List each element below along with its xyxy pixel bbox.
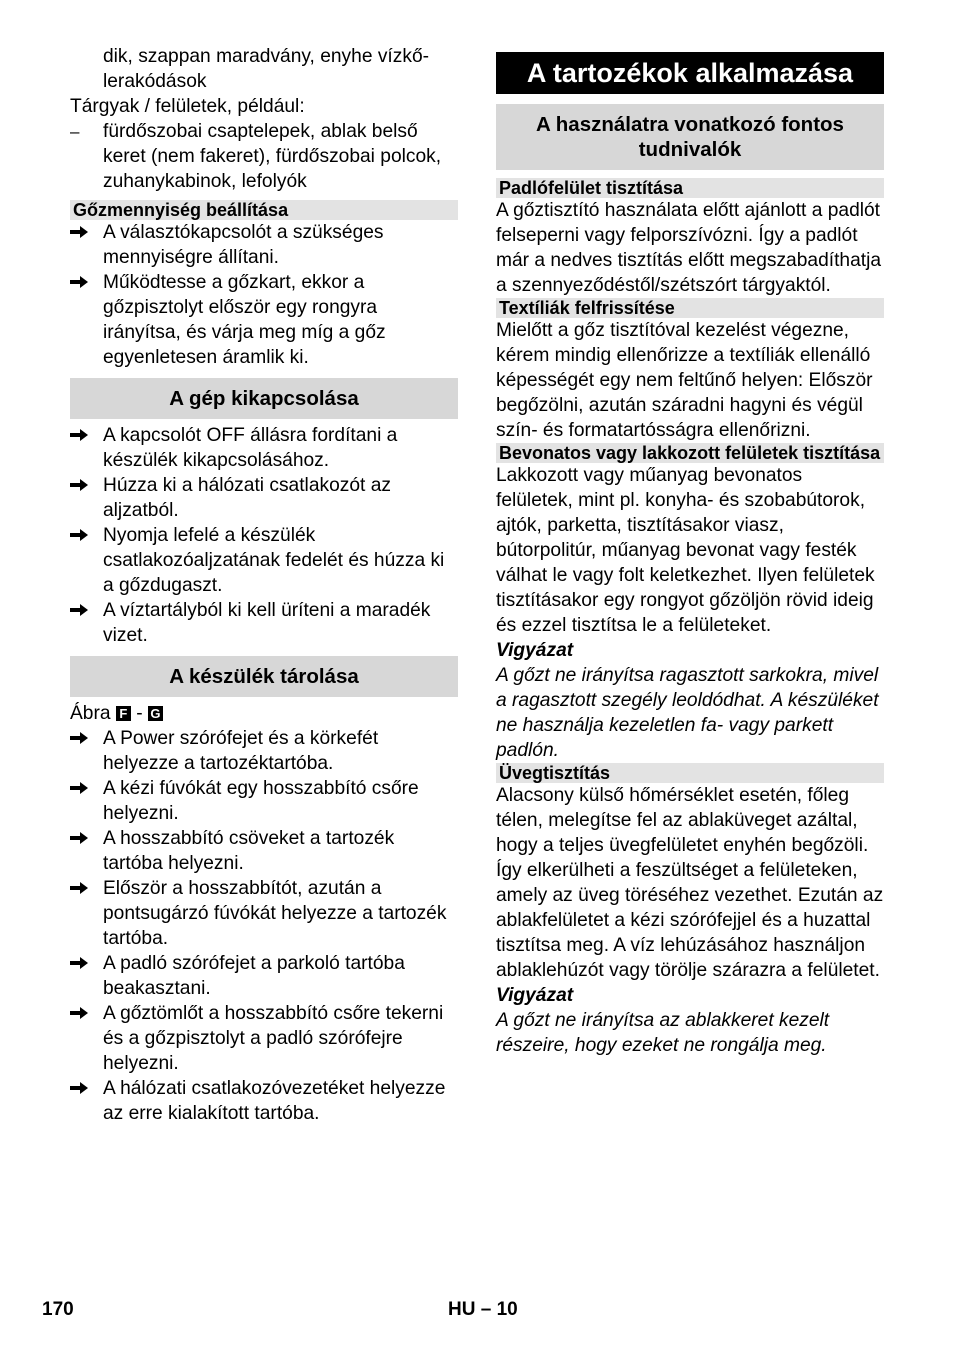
arrow-right-icon xyxy=(70,220,100,239)
arrow-right-icon xyxy=(70,270,100,289)
steam-steps-list xyxy=(70,220,458,370)
figure-label-g: G xyxy=(148,706,163,721)
switch-off-heading: A gép kikapcsolása xyxy=(70,378,458,419)
switch-off-steps-list xyxy=(70,423,458,648)
arrow-right-icon xyxy=(70,726,100,745)
list-item: Nyomja lefelé a készülék csatlakozóaljzatának fedelét és húzza ki a gőzdugaszt. xyxy=(70,523,458,598)
list-item: A hálózati csatlakozóvezetéket helyezze az erre kialakított tartóba. xyxy=(70,1076,458,1126)
page-number: 170 xyxy=(42,1299,74,1320)
list-item: Először a hosszabbítót, azután a pontsugárzó fúvókát helyezze a tartozék tartóba. xyxy=(70,876,458,951)
textile-refresh-heading: Textíliák felfrissítése xyxy=(496,298,884,318)
list-item: A víztartályból ki kell üríteni a maradék vizet. xyxy=(70,598,458,648)
arrow-right-icon xyxy=(70,1001,100,1020)
page-label: HU – 10 xyxy=(448,1299,518,1320)
arrow-right-icon xyxy=(70,423,100,442)
glass-cleaning-heading: Üvegtisztítás xyxy=(496,763,884,783)
glass-cleaning-text: Alacsony külső hőmérséklet esetén, főleg télen, melegítse fel az ablaküveget azáltal, hogy a teljes üvegfelületet enyhén begőzöli. Így elkerülheti a feszültséget a felületeken, amely az üveg töréséhez vezethet. Ezután az ablakfelületet a kézi szórófejjel és a huzattal tisztítsa meg. A víz lehúzásához használjon ablaklehúzót vagy törölje szárazra a felületet. xyxy=(496,785,884,981)
figure-label-f: F xyxy=(116,706,131,721)
storage-heading: A készülék tárolása xyxy=(70,656,458,697)
steam-amount-heading: Gőzmennyiség beállítása xyxy=(70,200,458,220)
storage-steps-list xyxy=(70,726,458,1126)
list-item: A Power szórófejet és a körkefét helyezze a tartozéktartóba. xyxy=(70,726,458,776)
objects-list-item: – fürdőszobai csaptelepek, ablak belső keret (nem fakeret), fürdőszobai polcok, zuhanykabinok, lefolyók xyxy=(70,121,442,192)
list-item: A hosszabbító csöveket a tartozék tartóba helyezni. xyxy=(70,826,458,876)
coated-surfaces-heading: Bevonatos vagy lakkozott felületek tisztítása xyxy=(496,443,884,463)
floor-cleaning-heading: Padlófelület tisztítása xyxy=(496,178,884,198)
accessories-main-heading: A tartozékok alkalmazása xyxy=(496,52,884,94)
arrow-right-icon xyxy=(70,598,100,617)
arrow-right-icon xyxy=(70,876,100,895)
warning-text: A gőzt ne irányítsa ragasztott sarkokra, mivel a ragasztott szegély leoldódhat. A készüléket ne használja kezeletlen fa- vagy parkett padlón. xyxy=(496,665,879,761)
arrow-right-icon xyxy=(70,473,100,492)
list-item: A kézi fúvókát egy hosszabbító csőre helyezni. xyxy=(70,776,458,826)
warning-text: A gőzt ne irányítsa az ablakkeret kezelt részeire, hogy ezeket ne rongálja meg. xyxy=(496,1010,830,1056)
list-item: A padló szórófejet a parkoló tartóba beakasztani. xyxy=(70,951,458,1001)
textile-refresh-text: Mielőtt a gőz tisztítóval kezelést végezne, kérem mindig ellenőrizze a textíliák ellenálló képességét egy nem feltűnő helyen: Először begőzölni, azután száradni hagyni és végül szín- és formatartósságra ellenőrizni. xyxy=(496,320,873,441)
list-item: Működtesse a gőzkart, ekkor a gőzpisztolyt először egy rongyra irányítsa, és várja meg míg a gőz egyenletesen áramlik ki. xyxy=(70,270,458,370)
list-item: A gőztömlőt a hosszabbító csőre tekerni és a gőzpisztolyt a padló szórófejre helyezni. xyxy=(70,1001,458,1076)
objects-label: Tárgyak / felületek, például: xyxy=(70,96,305,117)
arrow-right-icon xyxy=(70,826,100,845)
floor-cleaning-text: A gőztisztító használata előtt ajánlott a padlót felseperni vagy felporszívózni. Így a padlót már a nedves tisztítás előtt megszabadíthatja a szennyeződéstől/szétszórt tárgyaktól. xyxy=(496,200,882,296)
dash-icon: – xyxy=(70,122,80,141)
coated-surfaces-text: Lakkozott vagy műanyag bevonatos felületek, mint pl. konyha- és szobabútorok, ajtók, parketta, tisztításakor viasz, bútorpolitúr, műanyag bevonat vagy festék válhat le vagy folt keletkezhet. Ilyen felületek tisztításakor egy rongyot gőzöljön rövid ideig és ezzel tisztítsa le a felületeket. xyxy=(496,465,875,636)
warning-title: Vigyázat xyxy=(496,640,574,661)
arrow-right-icon xyxy=(70,951,100,970)
list-item: Húzza ki a hálózati csatlakozót az aljzatból. xyxy=(70,473,458,523)
list-item: A választókapcsolót a szükséges mennyiségre állítani. xyxy=(70,220,458,270)
right-column xyxy=(496,44,884,1058)
important-notes-heading: A használatra vonatkozó fontos tudnivalók xyxy=(496,104,884,170)
intro-continuation: dik, szappan maradvány, enyhe vízkő-lerakódások xyxy=(103,46,429,92)
figure-reference: Ábra F - G xyxy=(70,701,458,726)
arrow-right-icon xyxy=(70,523,100,542)
arrow-right-icon xyxy=(70,1076,100,1095)
arrow-right-icon xyxy=(70,776,100,795)
list-item: A kapcsolót OFF állásra fordítani a készülék kikapcsolásához. xyxy=(70,423,458,473)
warning-title: Vigyázat xyxy=(496,985,574,1006)
left-column xyxy=(70,44,458,1126)
